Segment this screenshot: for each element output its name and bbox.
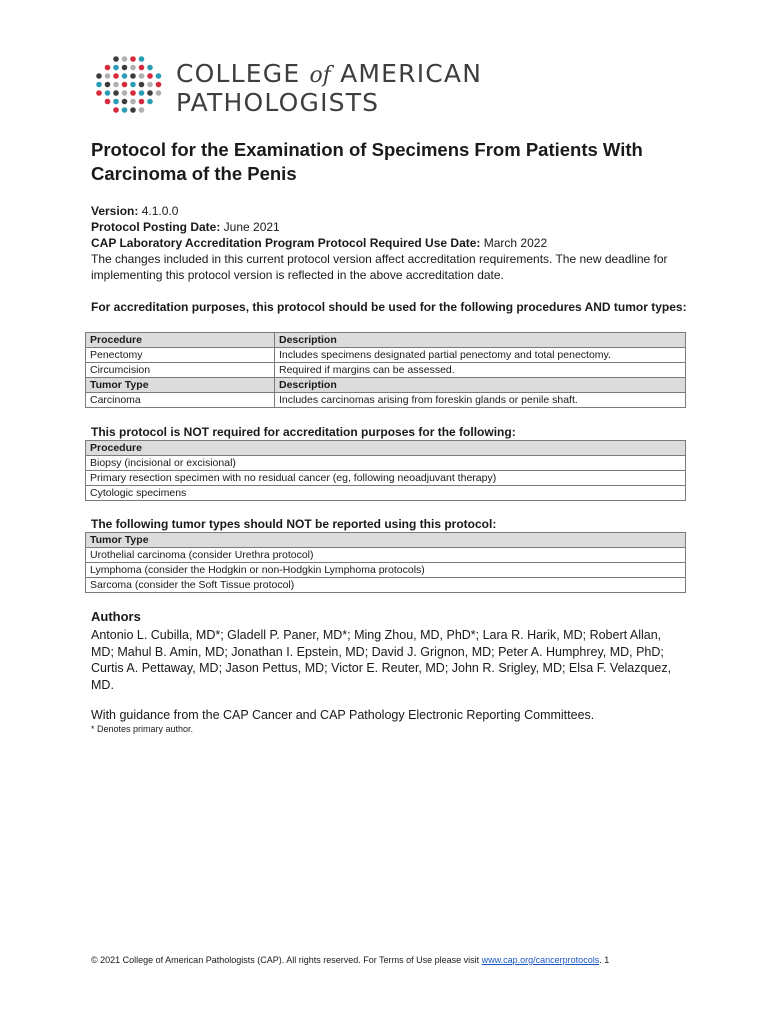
logo-dot bbox=[105, 99, 111, 105]
logo-college: COLLEGE bbox=[176, 59, 301, 88]
col-description: Description bbox=[275, 378, 686, 393]
logo-dot bbox=[105, 65, 111, 71]
logo-dot bbox=[139, 99, 145, 105]
procedure-cell: Cytologic specimens bbox=[86, 486, 686, 501]
col-procedure: Procedure bbox=[86, 441, 686, 456]
col-tumor-type: Tumor Type bbox=[86, 533, 686, 548]
logo-dot bbox=[147, 82, 153, 88]
posting-label: Protocol Posting Date: bbox=[91, 220, 221, 234]
logo-dot bbox=[96, 90, 102, 96]
procedure-description: Includes specimens designated partial penectomy and total penectomy. bbox=[275, 348, 686, 363]
table-row bbox=[86, 578, 686, 593]
not-required-table bbox=[85, 440, 686, 501]
logo-dot bbox=[122, 82, 128, 88]
logo-dot bbox=[156, 82, 162, 88]
procedure-cell: Primary resection specimen with no residual cancer (eg, following neoadjuvant therapy) bbox=[86, 471, 686, 486]
table-row bbox=[86, 348, 686, 363]
table-header-row bbox=[86, 378, 686, 393]
logo-dot bbox=[130, 56, 136, 62]
required-label: CAP Laboratory Accreditation Program Protocol Required Use Date: bbox=[91, 236, 481, 250]
table-header-row bbox=[86, 333, 686, 348]
logo-dot bbox=[122, 65, 128, 71]
logo-dot bbox=[113, 99, 119, 105]
col-procedure: Procedure bbox=[86, 333, 275, 348]
table-row bbox=[86, 456, 686, 471]
footer-copyright: © 2021 College of American Pathologists (CAP). All rights reserved. For Terms of Use please visit bbox=[91, 955, 482, 965]
logo-dot bbox=[130, 65, 136, 71]
cap-dots-icon bbox=[94, 54, 164, 116]
logo-american: AMERICAN bbox=[340, 59, 483, 88]
tumor-cell: Lymphoma (consider the Hodgkin or non-Hodgkin Lymphoma protocols) bbox=[86, 563, 686, 578]
logo-dot bbox=[113, 82, 119, 88]
table-header-row bbox=[86, 441, 686, 456]
logo-dot bbox=[122, 90, 128, 96]
logo-dot bbox=[105, 90, 111, 96]
page-footer bbox=[91, 955, 691, 965]
logo-dot bbox=[105, 73, 111, 79]
required-value: March 2022 bbox=[480, 236, 548, 250]
logo-dot bbox=[139, 90, 145, 96]
logo-dot bbox=[96, 73, 102, 79]
tumor-cell: Sarcoma (consider the Soft Tissue protocol) bbox=[86, 578, 686, 593]
not-reported-heading: The following tumor types should NOT be reported using this protocol: bbox=[91, 517, 497, 531]
page-title: Protocol for the Examination of Specimens From Patients With Carcinoma of the Penis bbox=[91, 139, 643, 184]
cap-logo bbox=[94, 54, 494, 120]
authors-heading: Authors bbox=[91, 609, 141, 624]
not-reported-table bbox=[85, 532, 686, 593]
table-row bbox=[86, 563, 686, 578]
tumor-description: Includes carcinomas arising from foreskin glands or penile shaft. bbox=[275, 393, 686, 408]
logo-wordmark bbox=[176, 60, 482, 116]
table-row bbox=[86, 363, 686, 378]
logo-dot bbox=[96, 82, 102, 88]
logo-dot bbox=[130, 99, 136, 105]
logo-dot bbox=[113, 65, 119, 71]
logo-dot bbox=[130, 82, 136, 88]
protocol-meta bbox=[91, 203, 691, 283]
procedure-name: Circumcision bbox=[86, 363, 275, 378]
logo-dot bbox=[113, 107, 119, 113]
version-label: Version: bbox=[91, 204, 139, 218]
procedure-cell: Biopsy (incisional or excisional) bbox=[86, 456, 686, 471]
version-value: 4.1.0.0 bbox=[138, 204, 179, 218]
col-tumor-type: Tumor Type bbox=[86, 378, 275, 393]
procedure-description: Required if margins can be assessed. bbox=[275, 363, 686, 378]
posting-value: June 2021 bbox=[220, 220, 280, 234]
cancer-protocols-link[interactable]: www.cap.org/cancerprotocols bbox=[481, 955, 600, 965]
guidance-text: With guidance from the CAP Cancer and CAP Pathology Electronic Reporting Committees. bbox=[91, 708, 595, 722]
accreditation-heading: For accreditation purposes, this protocol should be used for the following procedures AND tumor types: bbox=[91, 300, 687, 314]
authors-list: Antonio L. Cubilla, MD*; Gladell P. Paner, MD*; Ming Zhou, MD, PhD*; Lara R. Harik, MD; Robert Allan, MD; Mahul B. Amin, MD; Jonathan I. Epstein, MD; David J. Grignon, MD; Peter A. Humphrey, MD, PhD; Curtis A. Pettaway, MD; Jason Pettus, MD; Victor E. Reuter, MD; John R. Srigley, MD; Elsa F. Velazquez, MD. bbox=[91, 628, 672, 692]
table-row bbox=[86, 548, 686, 563]
logo-dot bbox=[113, 73, 119, 79]
tumor-name: Carcinoma bbox=[86, 393, 275, 408]
logo-dot bbox=[139, 107, 145, 113]
logo-dot bbox=[139, 82, 145, 88]
tumor-cell: Urothelial carcinoma (consider Urethra protocol) bbox=[86, 548, 686, 563]
col-description: Description bbox=[275, 333, 686, 348]
footer-page-number: . 1 bbox=[599, 955, 610, 965]
logo-dot bbox=[139, 73, 145, 79]
logo-dot bbox=[130, 73, 136, 79]
logo-dot bbox=[156, 73, 162, 79]
logo-dot bbox=[122, 73, 128, 79]
procedure-name: Penectomy bbox=[86, 348, 275, 363]
logo-dot bbox=[147, 99, 153, 105]
logo-dot bbox=[139, 56, 145, 62]
logo-dot bbox=[113, 90, 119, 96]
changes-text: The changes included in this current protocol version affect accreditation requirements. The new deadline for implementing this protocol version is reflected in the above accreditation date. bbox=[91, 252, 668, 282]
logo-dot bbox=[130, 107, 136, 113]
primary-author-note: * Denotes primary author. bbox=[91, 724, 194, 734]
table-header-row bbox=[86, 533, 686, 548]
table-row bbox=[86, 393, 686, 408]
logo-dot bbox=[147, 73, 153, 79]
logo-dot bbox=[105, 82, 111, 88]
logo-dot bbox=[113, 56, 119, 62]
logo-dot bbox=[156, 90, 162, 96]
table-row bbox=[86, 471, 686, 486]
not-required-heading: This protocol is NOT required for accreditation purposes for the following: bbox=[91, 425, 516, 439]
logo-dot bbox=[139, 65, 145, 71]
logo-pathologists: PATHOLOGISTS bbox=[176, 88, 380, 117]
logo-of: of bbox=[309, 63, 331, 88]
logo-dot bbox=[147, 90, 153, 96]
logo-dot bbox=[122, 56, 128, 62]
table-row bbox=[86, 486, 686, 501]
logo-dot bbox=[147, 65, 153, 71]
logo-dot bbox=[122, 107, 128, 113]
logo-dot bbox=[130, 90, 136, 96]
logo-dot bbox=[122, 99, 128, 105]
accreditation-table bbox=[85, 332, 686, 408]
